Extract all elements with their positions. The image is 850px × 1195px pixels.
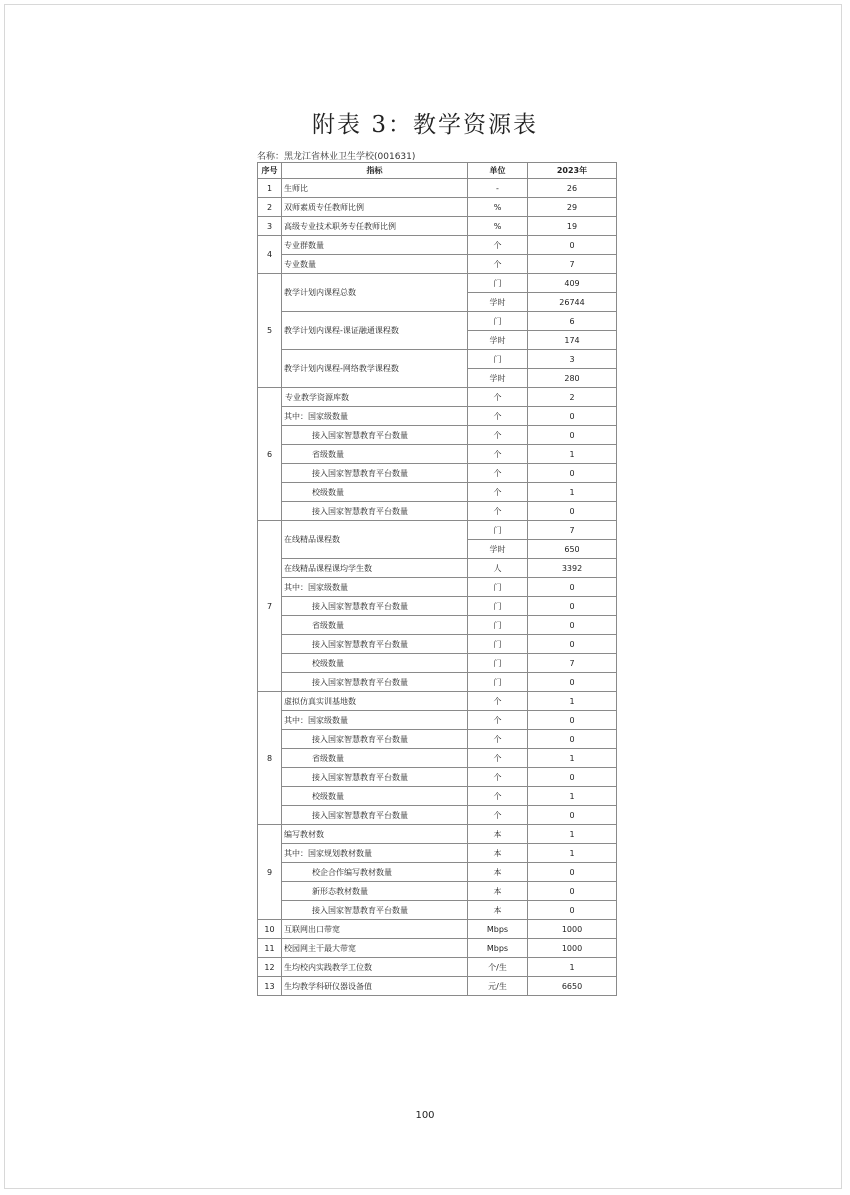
row-unit: 学时 xyxy=(468,293,528,312)
row-indicator: 互联网出口带宽 xyxy=(282,920,468,939)
row-indicator: 教学计划内课程-网络教学课程数 xyxy=(282,350,468,388)
row-indicator: 接入国家智慧教育平台数量 xyxy=(282,426,468,445)
school-name-label: 名称：黑龙江省林业卫生学校(001631) xyxy=(257,152,416,162)
table-row xyxy=(258,578,617,597)
table-row xyxy=(258,711,617,730)
row-value: 3392 xyxy=(528,559,617,578)
row-indicator: 编写教材数 xyxy=(282,825,468,844)
row-value: 7 xyxy=(528,521,617,540)
row-value: 1 xyxy=(528,445,617,464)
row-unit: 门 xyxy=(468,521,528,540)
row-indicator: 接入国家智慧教育平台数量 xyxy=(282,730,468,749)
table-row xyxy=(258,445,617,464)
row-value: 0 xyxy=(528,426,617,445)
row-indicator: 接入国家智慧教育平台数量 xyxy=(282,673,468,692)
row-value: 409 xyxy=(528,274,617,293)
row-indicator: 生均校内实践教学工位数 xyxy=(282,958,468,977)
row-indicator: 教学计划内课程总数 xyxy=(282,274,468,312)
row-num: 11 xyxy=(258,939,282,958)
row-num: 1 xyxy=(258,179,282,198)
row-value: 0 xyxy=(528,863,617,882)
table-row xyxy=(258,768,617,787)
row-indicator: 接入国家智慧教育平台数量 xyxy=(282,502,468,521)
row-unit: 人 xyxy=(468,559,528,578)
table-row xyxy=(258,635,617,654)
row-unit: 个 xyxy=(468,806,528,825)
table-row xyxy=(258,255,617,274)
header-indicator: 指标 xyxy=(282,163,468,179)
row-unit: 个 xyxy=(468,388,528,407)
header-num: 序号 xyxy=(258,163,282,179)
table-row xyxy=(258,692,617,711)
row-unit: 个 xyxy=(468,787,528,806)
row-indicator: 省级数量 xyxy=(282,749,468,768)
table-row xyxy=(258,844,617,863)
row-value: 0 xyxy=(528,901,617,920)
row-indicator: 教学计划内课程-课证融通课程数 xyxy=(282,312,468,350)
row-unit: 本 xyxy=(468,825,528,844)
row-unit: % xyxy=(468,217,528,236)
row-value: 1 xyxy=(528,483,617,502)
table-row xyxy=(258,977,617,996)
row-value: 0 xyxy=(528,730,617,749)
row-unit: 个 xyxy=(468,768,528,787)
row-unit: 个 xyxy=(468,407,528,426)
row-indicator: 双师素质专任教师比例 xyxy=(282,198,468,217)
table-row xyxy=(258,217,617,236)
row-value: 650 xyxy=(528,540,617,559)
row-unit: 个/生 xyxy=(468,958,528,977)
row-num: 4 xyxy=(258,236,282,274)
table-row xyxy=(258,787,617,806)
table-row xyxy=(258,236,617,255)
page-number: 100 xyxy=(415,1110,435,1121)
row-value: 0 xyxy=(528,502,617,521)
row-value: 0 xyxy=(528,578,617,597)
teaching-resources-table xyxy=(257,162,617,996)
row-num: 6 xyxy=(258,388,282,521)
table-row xyxy=(258,749,617,768)
table-row xyxy=(258,597,617,616)
row-value: 1 xyxy=(528,787,617,806)
row-num: 2 xyxy=(258,198,282,217)
row-value: 7 xyxy=(528,654,617,673)
row-value: 0 xyxy=(528,768,617,787)
row-unit: 个 xyxy=(468,426,528,445)
row-value: 174 xyxy=(528,331,617,350)
row-indicator: 省级数量 xyxy=(282,445,468,464)
table-row xyxy=(258,825,617,844)
row-unit: 门 xyxy=(468,616,528,635)
row-unit: 个 xyxy=(468,464,528,483)
table-row xyxy=(258,312,617,331)
row-unit: Mbps xyxy=(468,939,528,958)
row-unit: 个 xyxy=(468,236,528,255)
row-indicator: 在线精品课程课均学生数 xyxy=(282,559,468,578)
row-unit: 个 xyxy=(468,692,528,711)
row-unit: 个 xyxy=(468,445,528,464)
row-unit: 个 xyxy=(468,483,528,502)
table-row xyxy=(258,806,617,825)
row-indicator: 其中：国家级数量 xyxy=(282,578,468,597)
row-num: 8 xyxy=(258,692,282,825)
row-indicator: 在线精品课程数 xyxy=(282,521,468,559)
row-value: 26 xyxy=(528,179,617,198)
row-indicator: 接入国家智慧教育平台数量 xyxy=(282,464,468,483)
row-value: 1 xyxy=(528,958,617,977)
row-unit: 本 xyxy=(468,863,528,882)
table-row xyxy=(258,483,617,502)
row-value: 1000 xyxy=(528,939,617,958)
row-indicator: 校级数量 xyxy=(282,787,468,806)
page-title: 附表 3：教学资源表 xyxy=(312,112,538,138)
row-unit: Mbps xyxy=(468,920,528,939)
row-value: 3 xyxy=(528,350,617,369)
row-value: 0 xyxy=(528,464,617,483)
row-unit: 学时 xyxy=(468,331,528,350)
row-indicator: 校级数量 xyxy=(282,654,468,673)
row-unit: 个 xyxy=(468,711,528,730)
row-num: 3 xyxy=(258,217,282,236)
row-value: 0 xyxy=(528,711,617,730)
row-indicator: 高级专业技术职务专任教师比例 xyxy=(282,217,468,236)
row-indicator: 虚拟仿真实训基地数 xyxy=(282,692,468,711)
table-row xyxy=(258,179,617,198)
row-indicator: 校企合作编写教材数量 xyxy=(282,863,468,882)
row-indicator: 接入国家智慧教育平台数量 xyxy=(282,901,468,920)
table-row xyxy=(258,673,617,692)
row-num: 13 xyxy=(258,977,282,996)
row-num: 5 xyxy=(258,274,282,388)
table-row xyxy=(258,502,617,521)
row-unit: 学时 xyxy=(468,369,528,388)
table-row xyxy=(258,882,617,901)
row-unit: % xyxy=(468,198,528,217)
row-num: 10 xyxy=(258,920,282,939)
table-row xyxy=(258,559,617,578)
row-indicator: 专业教学资源库数 xyxy=(282,388,468,407)
table-row xyxy=(258,388,617,407)
row-unit: - xyxy=(468,179,528,198)
table-row xyxy=(258,426,617,445)
table-row xyxy=(258,464,617,483)
header-unit: 单位 xyxy=(468,163,528,179)
row-num: 7 xyxy=(258,521,282,692)
table-row xyxy=(258,920,617,939)
row-value: 280 xyxy=(528,369,617,388)
row-value: 0 xyxy=(528,616,617,635)
row-value: 1 xyxy=(528,825,617,844)
row-value: 6650 xyxy=(528,977,617,996)
row-unit: 个 xyxy=(468,255,528,274)
row-unit: 本 xyxy=(468,882,528,901)
row-indicator: 专业群数量 xyxy=(282,236,468,255)
row-indicator: 其中：国家级数量 xyxy=(282,407,468,426)
row-num: 12 xyxy=(258,958,282,977)
table-row xyxy=(258,407,617,426)
table-row xyxy=(258,863,617,882)
row-unit: 本 xyxy=(468,901,528,920)
row-unit: 门 xyxy=(468,635,528,654)
row-indicator: 接入国家智慧教育平台数量 xyxy=(282,806,468,825)
row-indicator: 校园网主干最大带宽 xyxy=(282,939,468,958)
row-value: 1 xyxy=(528,844,617,863)
row-indicator: 接入国家智慧教育平台数量 xyxy=(282,768,468,787)
row-indicator: 校级数量 xyxy=(282,483,468,502)
row-value: 0 xyxy=(528,635,617,654)
table-row xyxy=(258,274,617,293)
table-row xyxy=(258,730,617,749)
row-value: 1000 xyxy=(528,920,617,939)
row-value: 2 xyxy=(528,388,617,407)
row-unit: 门 xyxy=(468,274,528,293)
row-unit: 个 xyxy=(468,749,528,768)
row-unit: 门 xyxy=(468,312,528,331)
row-value: 29 xyxy=(528,198,617,217)
row-value: 1 xyxy=(528,692,617,711)
row-value: 0 xyxy=(528,407,617,426)
row-indicator: 专业数量 xyxy=(282,255,468,274)
row-indicator: 生均教学科研仪器设备值 xyxy=(282,977,468,996)
row-unit: 门 xyxy=(468,654,528,673)
table-row xyxy=(258,350,617,369)
row-unit: 本 xyxy=(468,844,528,863)
row-value: 0 xyxy=(528,236,617,255)
row-value: 6 xyxy=(528,312,617,331)
row-value: 0 xyxy=(528,673,617,692)
row-value: 0 xyxy=(528,882,617,901)
row-indicator: 生师比 xyxy=(282,179,468,198)
row-value: 0 xyxy=(528,806,617,825)
header-year: 2023年 xyxy=(528,163,617,179)
row-indicator: 其中：国家规划教材数量 xyxy=(282,844,468,863)
table-row xyxy=(258,901,617,920)
row-unit: 门 xyxy=(468,578,528,597)
row-value: 26744 xyxy=(528,293,617,312)
table-row xyxy=(258,654,617,673)
row-unit: 门 xyxy=(468,597,528,616)
row-indicator: 接入国家智慧教育平台数量 xyxy=(282,635,468,654)
row-unit: 个 xyxy=(468,502,528,521)
row-indicator: 省级数量 xyxy=(282,616,468,635)
row-num: 9 xyxy=(258,825,282,920)
row-value: 1 xyxy=(528,749,617,768)
row-value: 19 xyxy=(528,217,617,236)
table-row xyxy=(258,939,617,958)
row-value: 7 xyxy=(528,255,617,274)
table-row xyxy=(258,958,617,977)
row-indicator: 新形态教材数量 xyxy=(282,882,468,901)
table-row xyxy=(258,521,617,540)
row-unit: 门 xyxy=(468,350,528,369)
row-unit: 个 xyxy=(468,730,528,749)
table-row xyxy=(258,616,617,635)
row-unit: 元/生 xyxy=(468,977,528,996)
row-indicator: 接入国家智慧教育平台数量 xyxy=(282,597,468,616)
table-row xyxy=(258,198,617,217)
table-header-row xyxy=(258,163,617,179)
row-unit: 门 xyxy=(468,673,528,692)
row-unit: 学时 xyxy=(468,540,528,559)
row-value: 0 xyxy=(528,597,617,616)
row-indicator: 其中：国家级数量 xyxy=(282,711,468,730)
